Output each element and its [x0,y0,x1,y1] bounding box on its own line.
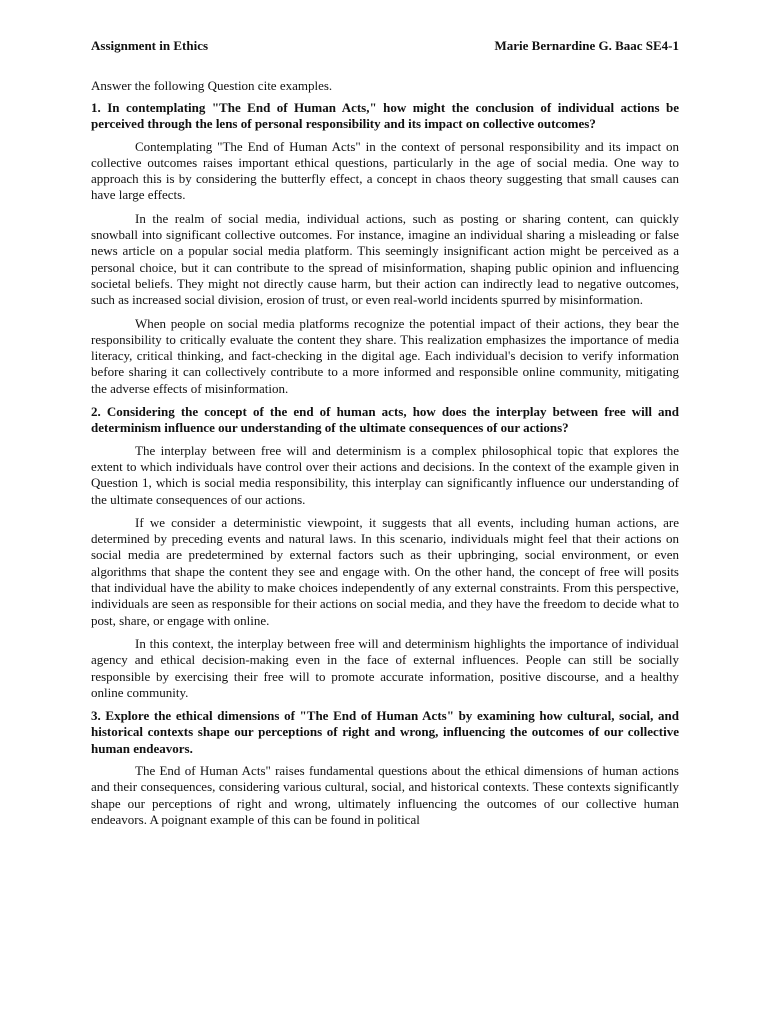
answer-paragraph: If we consider a deterministic viewpoint, it suggests that all events, including human actions, are determined by preceding events and natural laws. In this scenario, individuals might feel that their actions on social media are predetermined by external factors such as their upbringing, social environment, or even algorithms that shape the content they see and engage with. On the other hand, the concept of free will posits that individual have the ability to make choices independently of any external constraints. From this perspective, individuals are seen as responsible for their actions on social media, and they have the freedom to decide what to post, share, or engage with online. [91,514,679,628]
answer-paragraph: Contemplating "The End of Human Acts" in the context of personal responsibility and its impact on collective outcomes raises important ethical questions, particularly in the age of social media. One way to approach this is by considering the butterfly effect, a concept in chaos theory suggesting that small causes can have large effects. [91,138,679,203]
author-name: Marie Bernardine G. Baac SE4-1 [494,38,679,53]
answer-paragraph: In this context, the interplay between free will and determinism highlights the importance of individual agency and ethical decision-making even in the face of external influences. People can still be socially responsible by exercising their free will to promote accurate information, positive discourse, and a healthy online community. [91,635,679,700]
page-header [91,38,679,54]
answer-paragraph: The interplay between free will and determinism is a complex philosophical topic that explores the extent to which individuals have control over their actions and decisions. In the context of the example given in Question 1, which is social media responsibility, this interplay can significantly influence our understanding of the ultimate consequences of our actions. [91,442,679,507]
answer-paragraph: In the realm of social media, individual actions, such as posting or sharing content, can quickly snowball into significant collective outcomes. For instance, imagine an individual sharing a misleading or false news article on a popular social media platform. This seemingly insignificant action might be perceived as a personal choice, but it can contribute to the spread of misinformation, shaping public opinion and influencing societal beliefs. They might not directly cause harm, but their action can indirectly lead to negative outcomes, such as increased social division, erosion of trust, or even real-world incidents spurred by misinformation. [91,210,679,308]
answer-paragraph: When people on social media platforms recognize the potential impact of their actions, they bear the responsibility to critically evaluate the content they share. This realization emphasizes the importance of media literacy, critical thinking, and fact-checking in the digital age. Each individual's decision to verify information before sharing it can collectively contribute to a more informed and responsible online community, mitigating the adverse effects of misinformation. [91,315,679,396]
question-2: 2. Considering the concept of the end of human acts, how does the interplay between free will and determinism influence our understanding of the ultimate consequences of our actions? [91,404,679,436]
instructions: Answer the following Question cite examples. [91,78,333,93]
assignment-title: Assignment in Ethics [91,38,209,53]
question-3: 3. Explore the ethical dimensions of "The End of Human Acts" by examining how cultural, social, and historical contexts shape our perceptions of right and wrong, influencing the outcomes of our collective human endeavors. [91,708,679,756]
answer-paragraph: The End of Human Acts" raises fundamental questions about the ethical dimensions of human actions and their consequences, considering various cultural, social, and historical contexts. These contexts significantly shape our perceptions of right and wrong, ultimately influencing the outcomes of our collective human endeavors. A poignant example of this can be found in political [91,762,679,827]
question-1: 1. In contemplating "The End of Human Acts," how might the conclusion of individual actions be perceived through the lens of personal responsibility and its impact on collective outcomes? [91,100,679,132]
